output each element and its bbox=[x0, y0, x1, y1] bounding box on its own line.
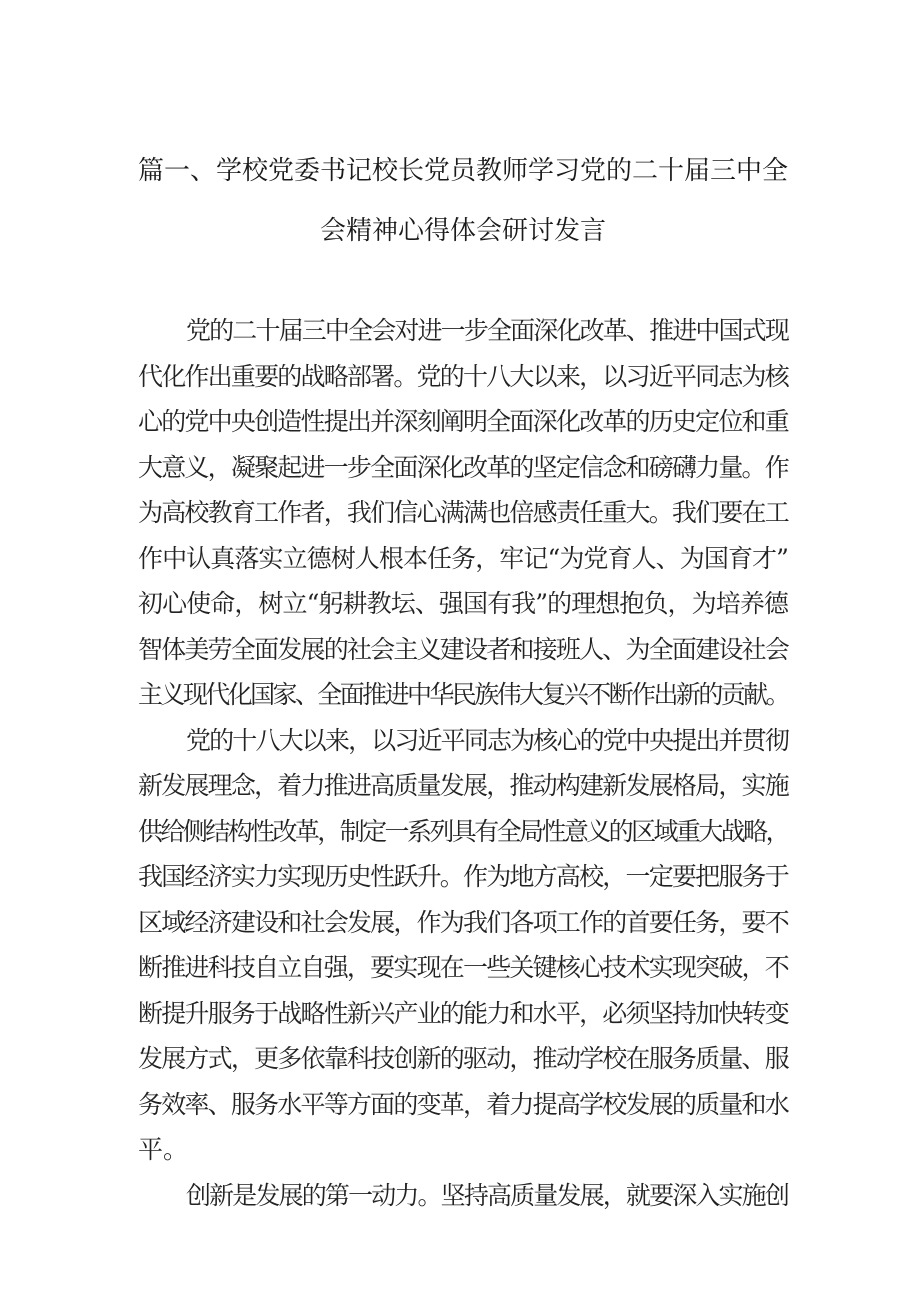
body-line: 区域经济建设和社会发展，作为我们各项工作的首要任务，要不 bbox=[138, 907, 788, 937]
body-line: 智体美劳全面发展的社会主义建设者和接班人、为全面建设社会 bbox=[138, 634, 788, 664]
body-line: 党的十八大以来，以习近平同志为核心的党中央提出并贯彻 bbox=[186, 725, 788, 755]
body-line: 党的二十届三中全会对进一步全面深化改革、推进中国式现 bbox=[186, 316, 788, 345]
body-line: 心的党中央创造性提出并深刻阐明全面深化改革的历史定位和重 bbox=[138, 407, 788, 436]
body-line: 大意义，凝聚起进一步全面深化改革的坚定信念和磅礴力量。作 bbox=[138, 452, 788, 482]
body-line: 我国经济实力实现历史性跃升。作为地方高校，一定要把服务于 bbox=[138, 862, 788, 891]
body-line: 代化作出重要的战略部署。党的十八大以来，以习近平同志为核 bbox=[138, 361, 788, 391]
body-line: 主义现代化国家、全面推进中华民族伟大复兴不断作出新的贡献。 bbox=[138, 680, 788, 709]
document-title-line-1: 篇一、学校党委书记校长党员教师学习党的二十届三中全 bbox=[138, 156, 789, 186]
body-line: 初心使命，树立“躬耕教坛、强国有我”的理想抱负，为培养德 bbox=[138, 589, 788, 618]
document-title-line-2: 会精神心得体会研讨发言 bbox=[319, 216, 606, 246]
body-line: 作中认真落实立德树人根本任务，牢记“为党育人、为国育才” bbox=[138, 543, 788, 573]
document-body bbox=[138, 308, 798, 1218]
body-line: 断提升服务于战略性新兴产业的能力和水平，必须坚持加快转变 bbox=[138, 998, 788, 1028]
body-line: 务效率、服务水平等方面的变革，着力提高学校发展的质量和水 bbox=[138, 1089, 788, 1119]
body-line: 平。 bbox=[138, 1135, 189, 1164]
body-line: 创新是发展的第一动力。坚持高质量发展，就要深入实施创 bbox=[186, 1180, 788, 1210]
body-line: 发展方式，更多依靠科技创新的驱动，推动学校在服务质量、服 bbox=[138, 1044, 788, 1073]
body-line: 新发展理念，着力推进高质量发展，推动构建新发展格局，实施 bbox=[138, 771, 788, 800]
body-line: 供给侧结构性改革，制定一系列具有全局性意义的区域重大战略， bbox=[138, 816, 788, 846]
body-line: 断推进科技自立自强，要实现在一些关键核心技术实现突破，不 bbox=[138, 953, 788, 982]
body-line: 为高校教育工作者，我们信心满满也倍感责任重大。我们要在工 bbox=[138, 498, 788, 527]
